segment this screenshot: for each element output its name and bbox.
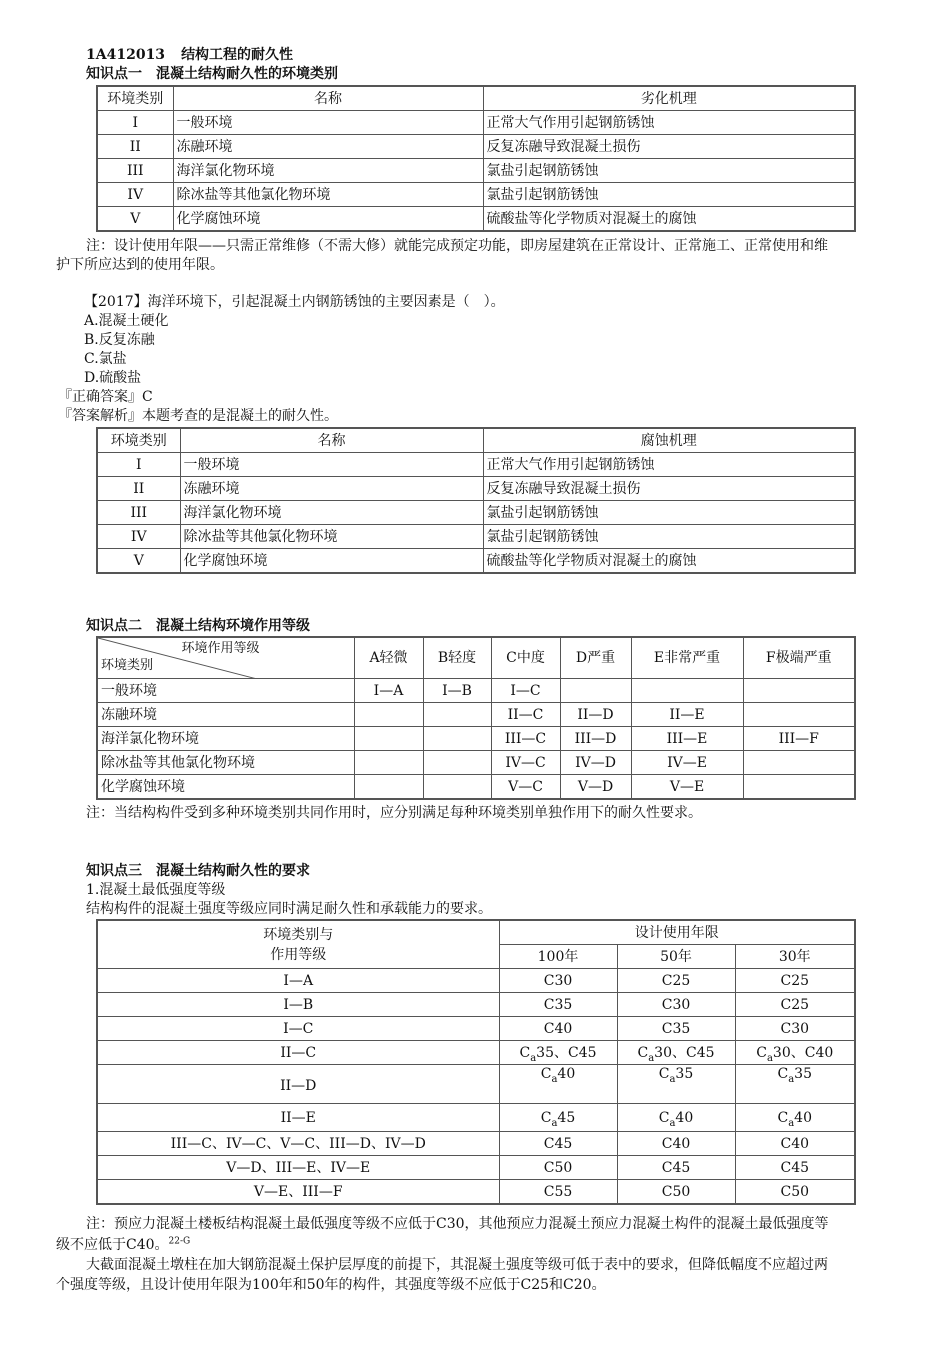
table-cell: III—D bbox=[560, 727, 631, 751]
table-cell bbox=[423, 727, 491, 751]
table-cell: C25 bbox=[735, 969, 855, 993]
grade-value: 45 bbox=[557, 1109, 576, 1126]
table-header-row bbox=[97, 428, 855, 453]
table-cell: 化学腐蚀环境 bbox=[97, 775, 354, 800]
table-cell: II—C bbox=[491, 703, 560, 727]
table-cell: II—C bbox=[97, 1041, 499, 1065]
table-cell bbox=[560, 679, 631, 703]
table-cell: C45 bbox=[499, 1132, 617, 1156]
diagonal-header-cell bbox=[97, 637, 354, 679]
table-cell: 反复冻融导致混凝土损伤 bbox=[483, 477, 855, 501]
table-cell: 氯盐引起钢筋锈蚀 bbox=[483, 501, 855, 525]
table-cell: II—D bbox=[560, 703, 631, 727]
table-header-cell: 腐蚀机理 bbox=[483, 428, 855, 453]
table-cell: 化学腐蚀环境 bbox=[180, 549, 483, 574]
table-cell bbox=[423, 751, 491, 775]
table-cell: C50 bbox=[499, 1156, 617, 1180]
grade-prefix: C bbox=[519, 1044, 531, 1061]
grade-subscript: a bbox=[788, 1117, 795, 1129]
diag-top-label: 环境作用等级 bbox=[181, 641, 260, 656]
kp3-note1-line2 bbox=[56, 1236, 190, 1254]
table-cell: II bbox=[97, 477, 180, 501]
table-cell: $C_a40$ bbox=[735, 1104, 855, 1132]
table-cell: 一般环境 bbox=[180, 453, 483, 477]
table-header-cell: A轻微 bbox=[354, 637, 423, 679]
table-cell bbox=[743, 775, 855, 800]
table-row bbox=[97, 703, 855, 727]
table-cell bbox=[354, 751, 423, 775]
table-cell: V bbox=[97, 549, 180, 574]
table-cell bbox=[631, 679, 743, 703]
table-row bbox=[97, 969, 855, 993]
table-cell: C45 bbox=[617, 1156, 735, 1180]
table-row bbox=[97, 453, 855, 477]
kp3-note1-text: 级不应低于C40。 bbox=[56, 1237, 169, 1253]
grade-subscript: a bbox=[648, 1052, 655, 1064]
table-cell: IV bbox=[97, 525, 180, 549]
kp3-note1-line1: 注：预应力混凝土楼板结构混凝土最低强度等级不应低于C30，其他预应力混凝土预应力混凝土构件的混凝土最低强度等 bbox=[86, 1216, 829, 1232]
table-cell: 冻融环境 bbox=[173, 135, 483, 159]
table-cell: C30 bbox=[499, 969, 617, 993]
kp1-title: 知识点一 混凝土结构耐久性的环境类别 bbox=[86, 66, 338, 82]
table-cell: V bbox=[97, 207, 173, 232]
kp3-note2-line1: 大截面混凝土墩柱在加大钢筋混凝土保护层厚度的前提下，其混凝土强度等级可低于表中的要求，但降低幅度不应超过两 bbox=[86, 1257, 828, 1273]
table-header-cell: 30年 bbox=[735, 945, 855, 969]
table-cell bbox=[743, 679, 855, 703]
table-cell: C25 bbox=[735, 993, 855, 1017]
table-cell: II bbox=[97, 135, 173, 159]
grade-prefix: C bbox=[637, 1044, 649, 1061]
grade-value: 30、C40 bbox=[772, 1044, 834, 1061]
table-row bbox=[97, 1132, 855, 1156]
diag-bottom-label: 环境类别 bbox=[101, 658, 154, 673]
table-cell: 硫酸盐等化学物质对混凝土的腐蚀 bbox=[483, 207, 855, 232]
table-cell: 化学腐蚀环境 bbox=[173, 207, 483, 232]
kp3-intro: 结构构件的混凝土强度等级应同时满足耐久性和承载能力的要求。 bbox=[86, 901, 492, 917]
grade-value: 35、C45 bbox=[536, 1044, 597, 1061]
table-cell: I—B bbox=[97, 993, 499, 1017]
table-header-cell: 劣化机理 bbox=[483, 86, 855, 111]
table-cell: II—D bbox=[97, 1065, 499, 1104]
grade-value: 40 bbox=[794, 1109, 812, 1126]
table-header-cell: D严重 bbox=[560, 637, 631, 679]
table-cell: V—D bbox=[560, 775, 631, 800]
table-row bbox=[97, 111, 855, 135]
table-cell: 硫酸盐等化学物质对混凝土的腐蚀 bbox=[483, 549, 855, 574]
table-cell: $C_a35$ bbox=[617, 1065, 735, 1104]
table-cell: V—C bbox=[491, 775, 560, 800]
table-cell: V—E bbox=[631, 775, 743, 800]
grade-subscript: a bbox=[551, 1117, 558, 1129]
table-row bbox=[97, 477, 855, 501]
table-cell bbox=[423, 775, 491, 800]
table-row bbox=[97, 1041, 855, 1065]
question-option-d: D.硫酸盐 bbox=[84, 370, 142, 386]
kp1-note-line1: 注：设计使用年限——只需正常维修（不需大修）就能完成预定功能，即房屋建筑在正常设计、正常施工、正常使用和维 bbox=[86, 238, 828, 254]
section-heading bbox=[86, 46, 293, 64]
table-row bbox=[97, 549, 855, 574]
grade-subscript: a bbox=[669, 1073, 676, 1085]
table-cell bbox=[735, 1041, 855, 1065]
table-cell: III—C、IV—C、V—C、III—D、IV—D bbox=[97, 1132, 499, 1156]
table-cell: C30 bbox=[735, 1017, 855, 1041]
question-option-c: C.氯盐 bbox=[84, 351, 127, 367]
table-cell: $C_a40$ bbox=[499, 1065, 617, 1104]
kp3-title: 知识点三 混凝土结构耐久性的要求 bbox=[86, 863, 310, 879]
grade-subscript: a bbox=[551, 1073, 558, 1085]
table-cell: III—F bbox=[743, 727, 855, 751]
correct-answer: 『正确答案』C bbox=[58, 389, 153, 405]
table-cell: $C_a40$ bbox=[617, 1104, 735, 1132]
grade-prefix: C bbox=[756, 1044, 767, 1061]
table-cell: I—A bbox=[97, 969, 499, 993]
table-cell: 氯盐引起钢筋锈蚀 bbox=[483, 183, 855, 207]
table-header-row bbox=[97, 86, 855, 111]
table-header-cell: E非常严重 bbox=[631, 637, 743, 679]
grade-value: 30、C45 bbox=[654, 1044, 715, 1061]
question-stem: 【2017】海洋环境下，引起混凝土内钢筋锈蚀的主要因素是（ ）。 bbox=[84, 294, 505, 310]
table-cell: 除冰盐等其他氯化物环境 bbox=[173, 183, 483, 207]
table-cell: 除冰盐等其他氯化物环境 bbox=[180, 525, 483, 549]
table-cell: IV—D bbox=[560, 751, 631, 775]
table-row bbox=[97, 775, 855, 800]
table-row bbox=[97, 1065, 855, 1104]
design-life-header: 设计使用年限 bbox=[499, 920, 855, 945]
min-strength-grade-table bbox=[96, 919, 856, 1205]
table-cell bbox=[423, 703, 491, 727]
table-cell: C35 bbox=[617, 1017, 735, 1041]
table-cell: $C_a45$ bbox=[499, 1104, 617, 1132]
table-cell: I—C bbox=[97, 1017, 499, 1041]
table-header-cell: 环境类别 bbox=[97, 428, 180, 453]
table-cell: I—B bbox=[423, 679, 491, 703]
table-cell: V—D、III—E、IV—E bbox=[97, 1156, 499, 1180]
table-cell: IV—E bbox=[631, 751, 743, 775]
table-cell: V—E、III—F bbox=[97, 1180, 499, 1205]
corrosion-mechanism-table bbox=[96, 427, 856, 574]
kp2-note: 注：当结构构件受到多种环境类别共同作用时，应分别满足每种环境类别单独作用下的耐久性要求。 bbox=[86, 805, 702, 821]
table-cell: 除冰盐等其他氯化物环境 bbox=[97, 751, 354, 775]
table-cell: 海洋氯化物环境 bbox=[97, 727, 354, 751]
table-row bbox=[97, 501, 855, 525]
table-cell: C40 bbox=[499, 1017, 617, 1041]
table-cell: III bbox=[97, 159, 173, 183]
table-header-cell: 50年 bbox=[617, 945, 735, 969]
table-cell: 反复冻融导致混凝土损伤 bbox=[483, 135, 855, 159]
table-row bbox=[97, 1180, 855, 1205]
table-cell bbox=[354, 775, 423, 800]
table-cell: C55 bbox=[499, 1180, 617, 1205]
table-cell: III—C bbox=[491, 727, 560, 751]
table-cell: 氯盐引起钢筋锈蚀 bbox=[483, 525, 855, 549]
table-cell: 海洋氯化物环境 bbox=[173, 159, 483, 183]
grade-subscript: a bbox=[669, 1117, 676, 1129]
table-cell bbox=[617, 1041, 735, 1065]
table-cell bbox=[743, 703, 855, 727]
table-row bbox=[97, 525, 855, 549]
table-header-row bbox=[97, 920, 855, 945]
table-cell: 冻融环境 bbox=[97, 703, 354, 727]
table-row bbox=[97, 727, 855, 751]
table-cell: 氯盐引起钢筋锈蚀 bbox=[483, 159, 855, 183]
environment-category-table bbox=[96, 85, 856, 232]
table-row bbox=[97, 159, 855, 183]
kp1-note-line2: 护下所应达到的使用年限。 bbox=[56, 257, 224, 273]
table-cell: IV bbox=[97, 183, 173, 207]
table-cell: I—C bbox=[491, 679, 560, 703]
grade-value: 35 bbox=[794, 1066, 812, 1082]
table-cell bbox=[499, 1041, 617, 1065]
env-grade-header-line2: 作用等级 bbox=[270, 947, 327, 963]
table-row bbox=[97, 135, 855, 159]
table-cell: IV—C bbox=[491, 751, 560, 775]
grade-value: 35 bbox=[675, 1066, 694, 1082]
table-row bbox=[97, 751, 855, 775]
table-header-cell: 100年 bbox=[499, 945, 617, 969]
table-row bbox=[97, 207, 855, 232]
table-cell: 海洋氯化物环境 bbox=[180, 501, 483, 525]
table-cell: 正常大气作用引起钢筋锈蚀 bbox=[483, 111, 855, 135]
table-header-cell: 环境类别 bbox=[97, 86, 173, 111]
table-cell: II—E bbox=[631, 703, 743, 727]
kp3-note1-superscript: 22-G bbox=[168, 1236, 191, 1247]
table-cell: I bbox=[97, 453, 180, 477]
table-cell bbox=[354, 703, 423, 727]
table-cell: II—E bbox=[97, 1104, 499, 1132]
table-row bbox=[97, 1156, 855, 1180]
environment-action-grade-table bbox=[96, 636, 856, 800]
table-header-cell: C中度 bbox=[491, 637, 560, 679]
kp3-note2-line2: 个强度等级，且设计使用年限为100年和50年的构件，其强度等级不应低于C25和C20。 bbox=[56, 1277, 606, 1293]
table-cell: $C_a35$ bbox=[735, 1065, 855, 1104]
table-header-cell: 名称 bbox=[180, 428, 483, 453]
env-grade-header-cell bbox=[97, 920, 499, 969]
table-cell: C25 bbox=[617, 969, 735, 993]
table-cell: I—A bbox=[354, 679, 423, 703]
table-row bbox=[97, 1017, 855, 1041]
table-cell: 正常大气作用引起钢筋锈蚀 bbox=[483, 453, 855, 477]
env-grade-header-line1: 环境类别与 bbox=[263, 927, 334, 943]
table-cell: III—E bbox=[631, 727, 743, 751]
table-cell: C35 bbox=[499, 993, 617, 1017]
table-cell: I bbox=[97, 111, 173, 135]
table-header-cell: F极端严重 bbox=[743, 637, 855, 679]
question-option-a: A.混凝土硬化 bbox=[84, 313, 169, 329]
table-cell: C40 bbox=[735, 1132, 855, 1156]
table-cell: C40 bbox=[617, 1132, 735, 1156]
grade-subscript: a bbox=[766, 1052, 773, 1064]
table-cell: 冻融环境 bbox=[180, 477, 483, 501]
table-header-row bbox=[97, 637, 855, 679]
table-row bbox=[97, 679, 855, 703]
table-header-cell: 名称 bbox=[173, 86, 483, 111]
grade-subscript: a bbox=[530, 1052, 537, 1064]
kp3-subtitle: 1.混凝土最低强度等级 bbox=[86, 882, 226, 898]
table-cell bbox=[743, 751, 855, 775]
grade-subscript: a bbox=[788, 1073, 795, 1085]
answer-analysis: 『答案解析』本题考查的是混凝土的耐久性。 bbox=[58, 408, 338, 424]
table-cell: C50 bbox=[735, 1180, 855, 1205]
table-cell: 一般环境 bbox=[173, 111, 483, 135]
table-row bbox=[97, 1104, 855, 1132]
table-cell bbox=[354, 727, 423, 751]
table-cell: 一般环境 bbox=[97, 679, 354, 703]
grade-value: 40 bbox=[557, 1066, 576, 1082]
kp2-title: 知识点二 混凝土结构环境作用等级 bbox=[86, 618, 310, 634]
table-cell: C50 bbox=[617, 1180, 735, 1205]
table-cell: C45 bbox=[735, 1156, 855, 1180]
table-cell: III bbox=[97, 501, 180, 525]
section-code: 1A412013 bbox=[86, 47, 166, 63]
table-cell: C30 bbox=[617, 993, 735, 1017]
table-header-cell: B轻度 bbox=[423, 637, 491, 679]
table-row bbox=[97, 993, 855, 1017]
table-row bbox=[97, 183, 855, 207]
question-option-b: B.反复冻融 bbox=[84, 332, 155, 348]
section-title: 结构工程的耐久性 bbox=[181, 47, 294, 63]
grade-value: 40 bbox=[675, 1109, 694, 1126]
